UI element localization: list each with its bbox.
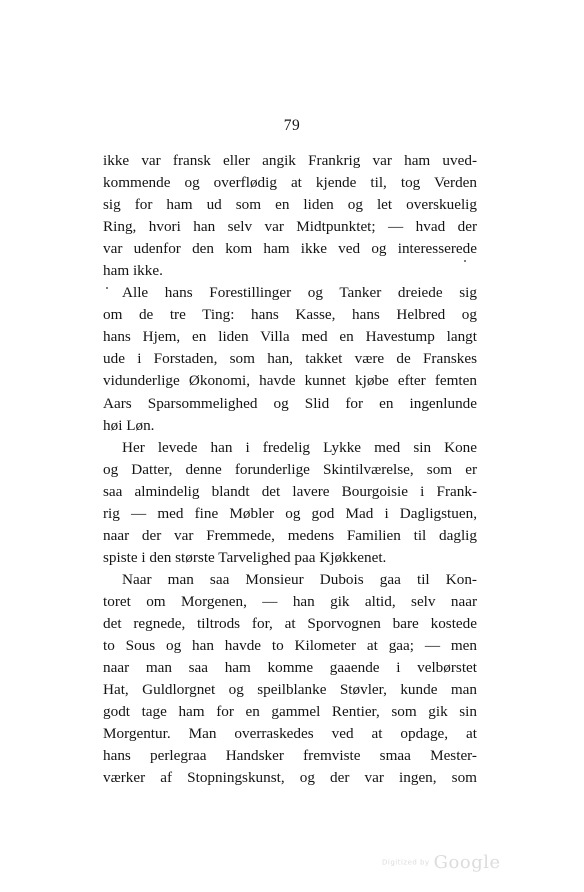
text-line: toret om Morgenen, — han gik altid, selv naar <box>103 592 477 610</box>
text-line: rig — med fine Møbler og god Mad i Dagligstuen, <box>103 504 477 522</box>
text-line: det regnede, tiltrods for, at Sporvognen bare kostede <box>103 614 477 632</box>
text-line: Her levede han i fredelig Lykke med sin Kone <box>122 438 477 456</box>
digitized-by-google-watermark <box>382 852 512 876</box>
text-line: ham ikke. <box>103 262 163 280</box>
text-line: naar man saa ham komme gaaende i velbørstet <box>103 659 477 677</box>
text-line: hans perlegraa Handsker fremviste smaa Mester- <box>103 747 477 765</box>
text-line: Ring, hvori han selv var Midtpunktet; — hvad der <box>103 218 477 236</box>
text-line: sig for ham ud som en liden og let overskuelig <box>103 196 477 214</box>
text-line: og Datter, denne forunderlige Skintilværelse, som er <box>103 460 477 478</box>
text-line: naar der var Fremmede, medens Familien til daglig <box>103 526 477 544</box>
text-line: Morgentur. Man overraskedes ved at opdage, at <box>103 725 477 743</box>
text-line: godt tage ham for en gammel Rentier, som gik sin <box>103 703 477 721</box>
page-number: 79 <box>283 117 301 134</box>
watermark-small-text: Digitized by <box>382 858 430 867</box>
text-line: ikke var fransk eller angik Frankrig var ham uved- <box>103 152 477 169</box>
text-line: to Sous og han havde to Kilometer at gaa; — men <box>103 637 477 655</box>
watermark-logo-text: Google <box>433 852 501 873</box>
text-line: spiste i den største Tarvelighed paa Kjøkkenet. <box>103 548 387 566</box>
body-text <box>103 150 477 789</box>
text-line: ude i Forstaden, som han, takket være de Franskes <box>103 350 477 368</box>
text-line: saa almindelig blandt det lavere Bourgoisie i Frank- <box>103 482 477 500</box>
text-line: Naar man saa Monsieur Dubois gaa til Kon- <box>122 570 477 588</box>
text-line: høi Løn. <box>103 416 155 434</box>
text-line: vidunderlige Økonomi, havde kunnet kjøbe efter femten <box>103 372 477 390</box>
text-line: kommende og overflødig at kjende til, tog Verden <box>103 174 477 192</box>
text-line: hans Hjem, en liden Villa med en Havestump langt <box>103 328 477 346</box>
print-speck <box>464 260 466 262</box>
text-line: om de tre Ting: hans Kasse, hans Helbred og <box>103 306 477 324</box>
text-line: var udenfor den kom ham ikke ved og interesserede <box>103 240 477 258</box>
text-line: Aars Sparsommelighed og Slid for en ingenlunde <box>103 394 477 412</box>
print-speck <box>106 287 108 289</box>
text-line: værker af Stopningskunst, og der var ingen, som <box>103 769 477 787</box>
text-line: Alle hans Forestillinger og Tanker dreiede sig <box>122 284 477 302</box>
text-line: Hat, Guldlorgnet og speilblanke Støvler, kunde man <box>103 681 477 699</box>
